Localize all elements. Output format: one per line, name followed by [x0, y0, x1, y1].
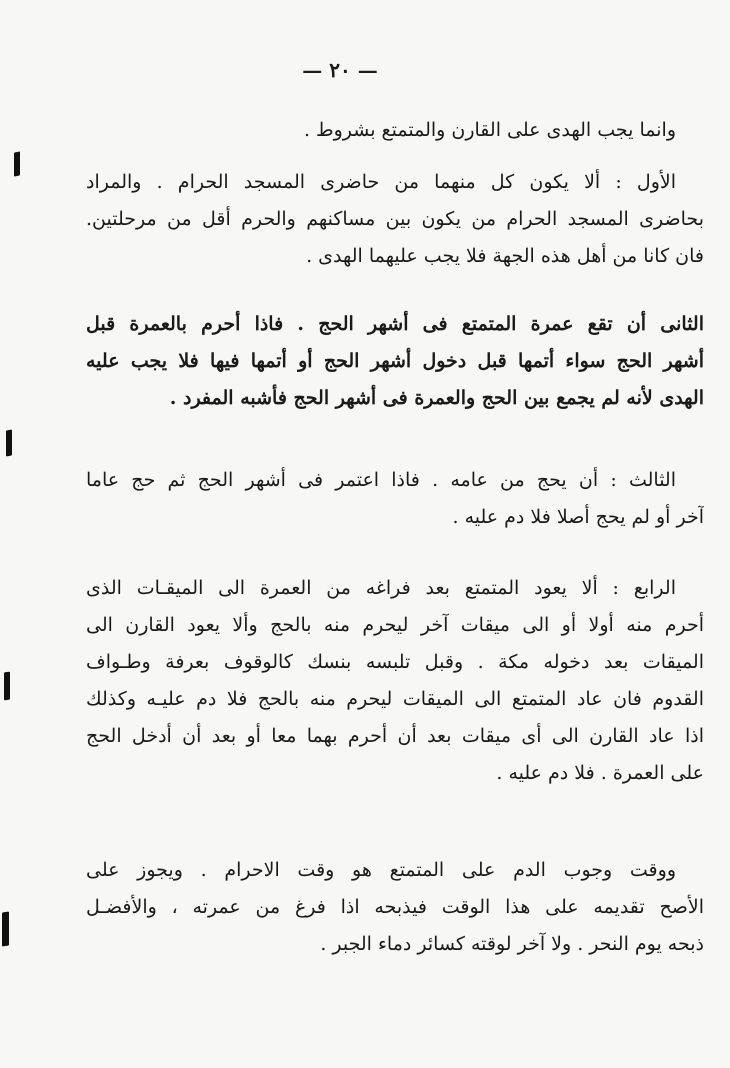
condition-third-paragraph	[86, 462, 704, 536]
paragraph-line: الأول : ألا يكون كل منهما من حاضرى المسجد الحرام . والمراد	[86, 171, 676, 193]
paragraph-line: الثانى أن تقع عمرة المتمتع فى أشهر الحج . فاذا أحرم بالعمرة قبل	[86, 313, 704, 335]
paragraph-line: وانما يجب الهدى على القارن والمتمتع بشروط .	[303, 119, 676, 141]
intro-paragraph	[86, 112, 704, 149]
closing-paragraph	[86, 852, 704, 963]
paragraph-line: الرابع : ألا يعود المتمتع بعد فراغه من العمرة الى الميقـات الذى	[86, 577, 676, 599]
condition-first-paragraph	[86, 164, 704, 275]
paragraph-line: ووقت وجوب الدم على المتمتع هو وقت الاحرام . ويجوز على	[86, 859, 676, 881]
paragraph-line: بحاضرى المسجد الحرام من يكون بين مساكنهم والحرم أقل من مرحلتين.	[86, 208, 704, 230]
paragraph-line: فان كانا من أهل هذه الجهة فلا يجب عليهما الهدى .	[306, 245, 704, 267]
paragraph-line: أحرم منه أولا أو الى ميقات آخر ليحرم منه بالحج وألا يعود القارن الى	[86, 614, 704, 636]
paragraph-line: اذا عاد القارن الى أى ميقات بعد أن أحرم بهما معا أو بعد أن أدخل الحج	[86, 725, 704, 747]
paragraph-line: الثالث : أن يحج من عامه . فاذا اعتمر فى أشهر الحج ثم حج عاما	[86, 469, 676, 491]
condition-second-paragraph	[86, 306, 704, 417]
paragraph-line: الأصح تقديمه على هذا الوقت فيذبحه اذا فرغ من عمرته ، والأفضـل	[86, 896, 704, 918]
paragraph-line: الهدى لأنه لم يجمع بين الحج والعمرة فى أشهر الحج فأشبه المفرد .	[169, 387, 704, 409]
paragraph-line: على العمرة . فلا دم عليه .	[496, 762, 704, 784]
scan-margin-mark	[2, 912, 9, 947]
paragraph-line: القدوم فان عاد المتمتع الى الميقات ليحرم منه بالحج فلا دم عليـه وكذلك	[86, 688, 704, 710]
scan-margin-mark	[6, 429, 12, 456]
condition-fourth-paragraph	[86, 570, 704, 792]
paragraph-line: أشهر الحج سواء أتمها قبل دخول أشهر الحج أو أتمها فيها فلا يجب عليه	[86, 350, 704, 372]
paragraph-line: آخر أو لم يحج أصلا فلا دم عليه .	[452, 506, 704, 528]
scan-margin-mark	[14, 151, 20, 176]
paragraph-line: الميقات بعد دخوله مكة . وقبل تلبسه بنسك كالوقوف بعرفة وطـواف	[86, 651, 704, 673]
page-number: — ٢٠ —	[302, 58, 378, 82]
paragraph-line: ذبحه يوم النحر . ولا آخر لوقته كسائر دماء الجبر .	[320, 933, 704, 955]
scan-margin-mark	[4, 672, 10, 701]
